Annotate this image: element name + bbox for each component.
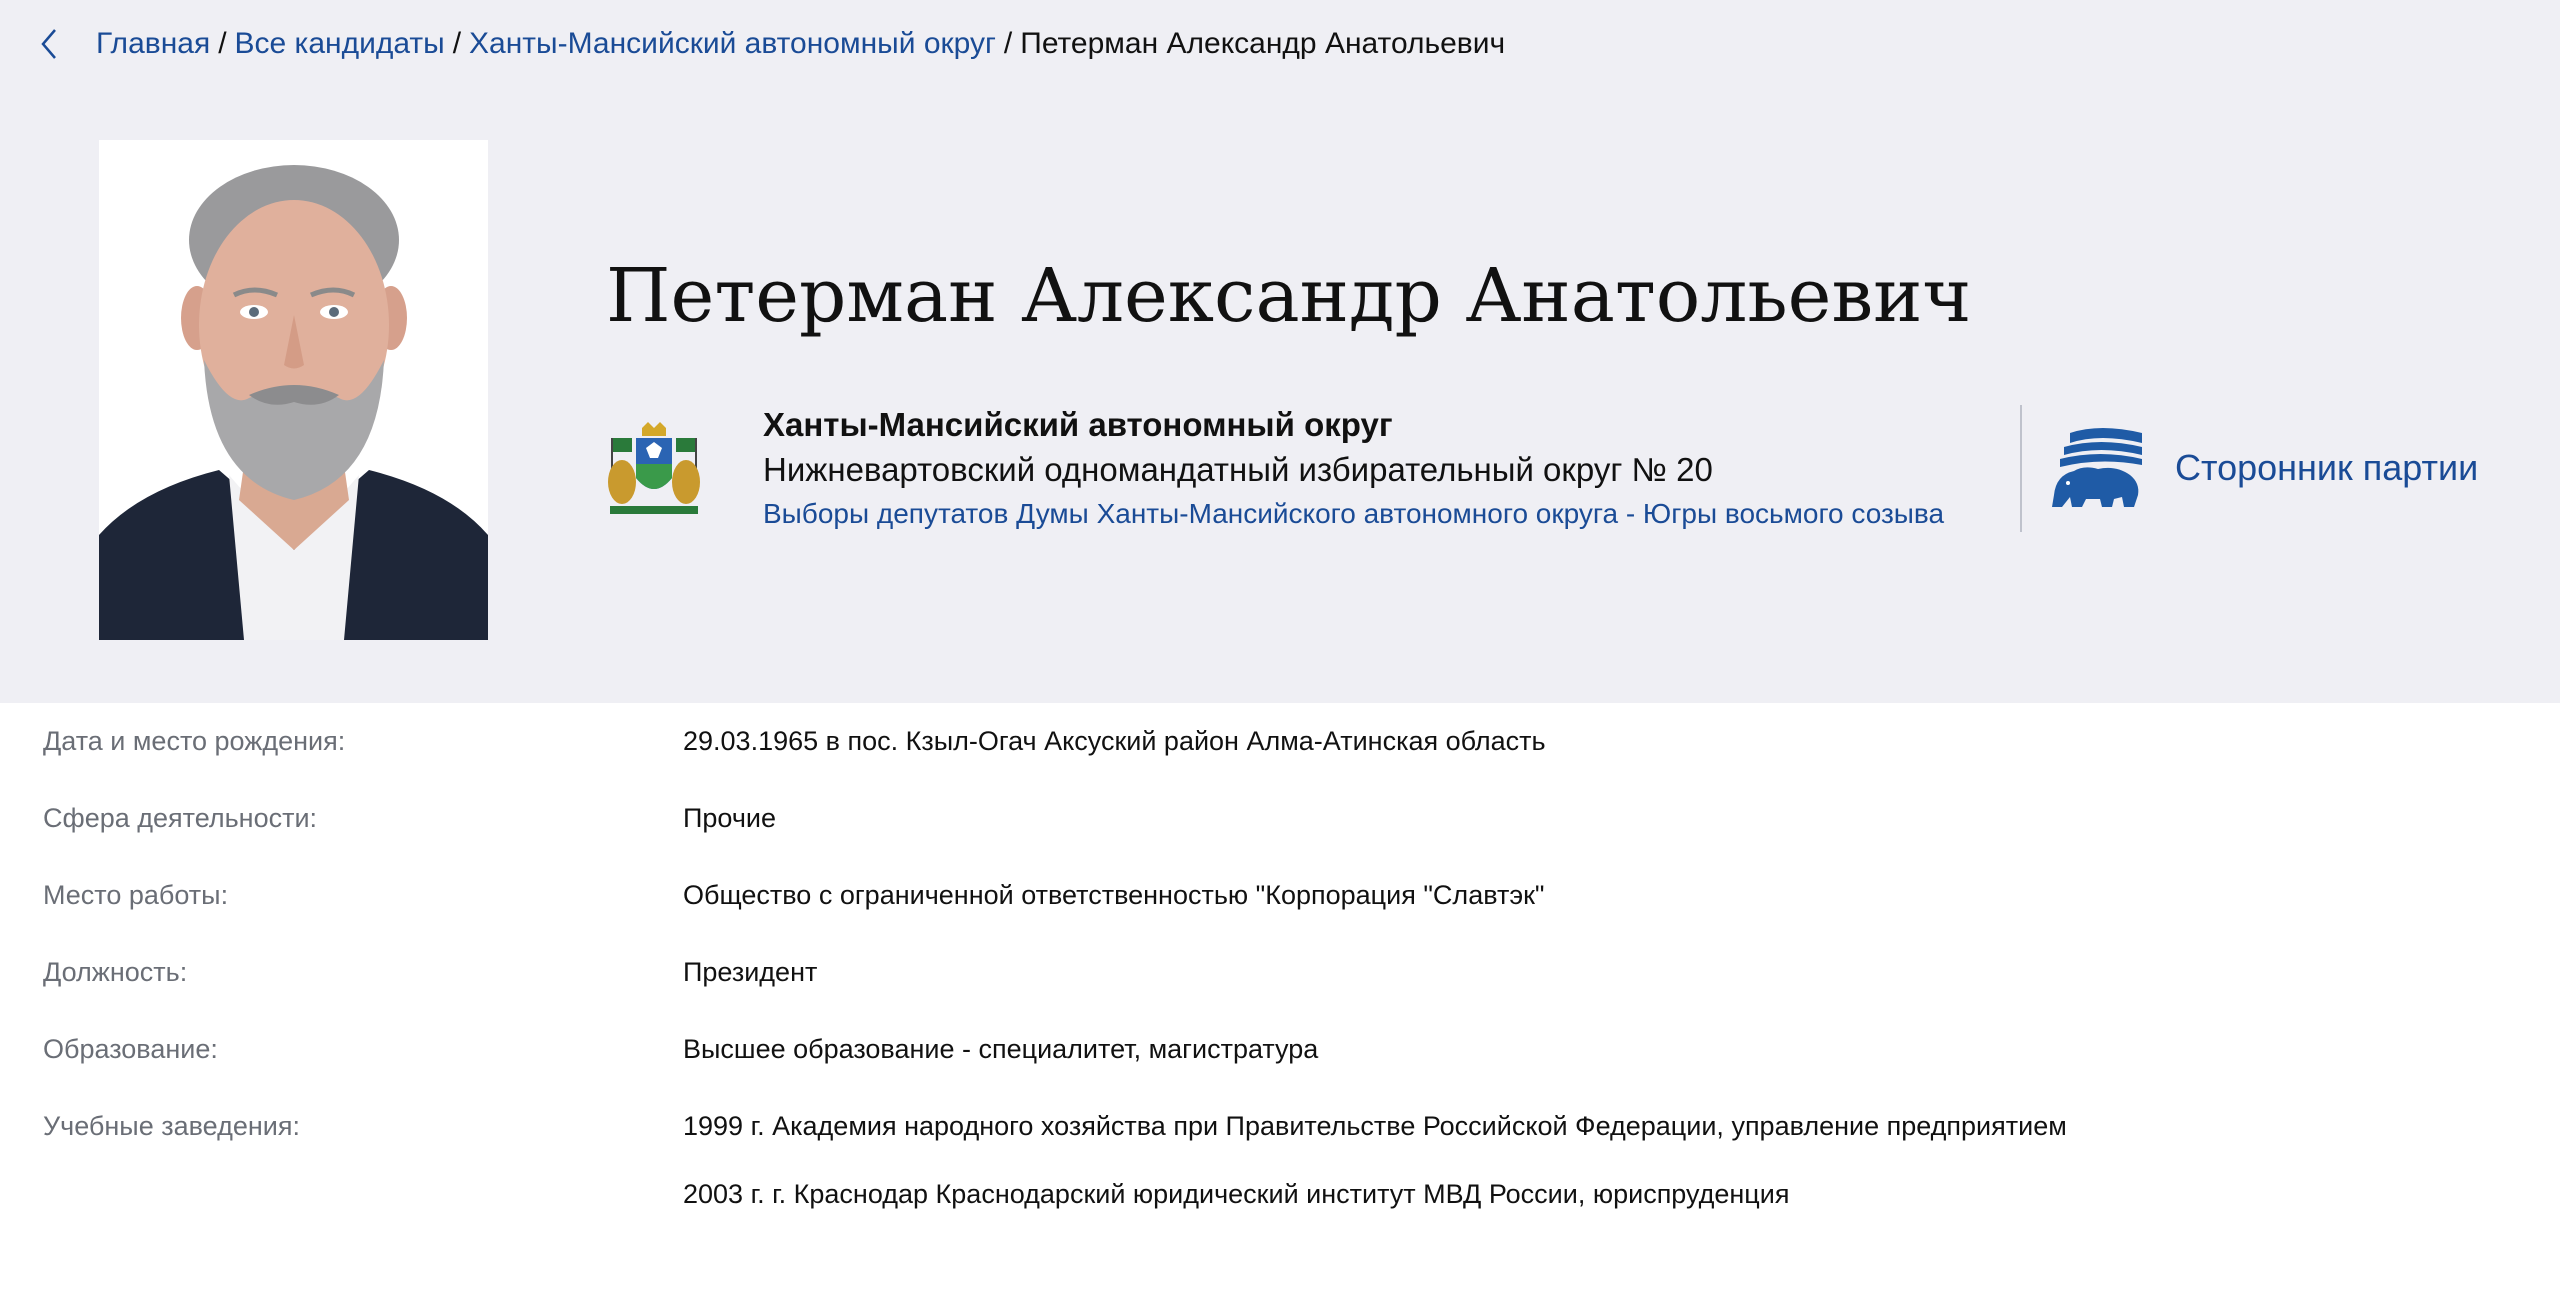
district-info <box>763 402 1944 536</box>
detail-row-position <box>0 934 2560 1011</box>
candidate-photo <box>99 140 488 640</box>
detail-value: Президент <box>683 957 818 987</box>
detail-value: Высшее образование - специалитет, магистратура <box>683 1034 1319 1064</box>
detail-label: Место работы: <box>43 880 229 910</box>
candidate-details <box>0 703 2560 1238</box>
detail-label: Сфера деятельности: <box>43 803 318 833</box>
election-link[interactable]: Выборы депутатов Думы Ханты-Мансийского автономного округа - Югры восьмого созыва <box>763 498 1945 529</box>
detail-label: Образование: <box>43 1034 218 1064</box>
detail-row-birth <box>0 703 2560 780</box>
detail-label: Учебные заведения: <box>43 1111 300 1141</box>
breadcrumb-current: Петерман Александр Анатольевич <box>1020 27 1506 60</box>
united-russia-bear-logo <box>2050 425 2148 511</box>
detail-value: Прочие <box>683 803 777 833</box>
institution-item: 1999 г. Академия народного хозяйства при Правительстве Российской Федерации, управление предприятием <box>683 1111 2067 1141</box>
breadcrumb <box>40 22 1505 66</box>
candidate-name: Петерман Александр Анатольевич <box>606 253 1972 339</box>
detail-row-education <box>0 1011 2560 1088</box>
party-status: Сторонник партии <box>2175 447 2479 488</box>
detail-value: 29.03.1965 в пос. Кзыл-Огач Аксуский район Алма-Атинская область <box>683 726 1546 756</box>
breadcrumb-home-link[interactable]: Главная <box>96 27 211 60</box>
detail-label: Дата и место рождения: <box>43 726 346 756</box>
breadcrumb-all-candidates-link[interactable]: Все кандидаты <box>234 27 445 60</box>
khmao-coat-of-arms-icon <box>604 420 704 520</box>
detail-row-institutions <box>0 1088 2560 1238</box>
breadcrumb-separator: / <box>1003 27 1013 60</box>
detail-value: Общество с ограниченной ответственностью "Корпорация "Славтэк" <box>683 880 1545 910</box>
institution-item: 2003 г. г. Краснодар Краснодарский юридический институт МВД России, юриспруденция <box>683 1179 1790 1209</box>
breadcrumb-separator: / <box>452 27 462 60</box>
district-name: Нижневартовский одномандатный избирательный округ № 20 <box>763 451 1713 488</box>
breadcrumb-region-link[interactable]: Ханты-Мансийский автономный округ <box>469 27 996 60</box>
chevron-left-icon[interactable] <box>40 24 66 64</box>
breadcrumb-separator: / <box>218 27 227 60</box>
region-name: Ханты-Мансийский автономный округ <box>763 406 1393 443</box>
divider <box>2020 405 2022 532</box>
detail-row-workplace <box>0 857 2560 934</box>
detail-label: Должность: <box>43 957 188 987</box>
detail-row-activity <box>0 780 2560 857</box>
